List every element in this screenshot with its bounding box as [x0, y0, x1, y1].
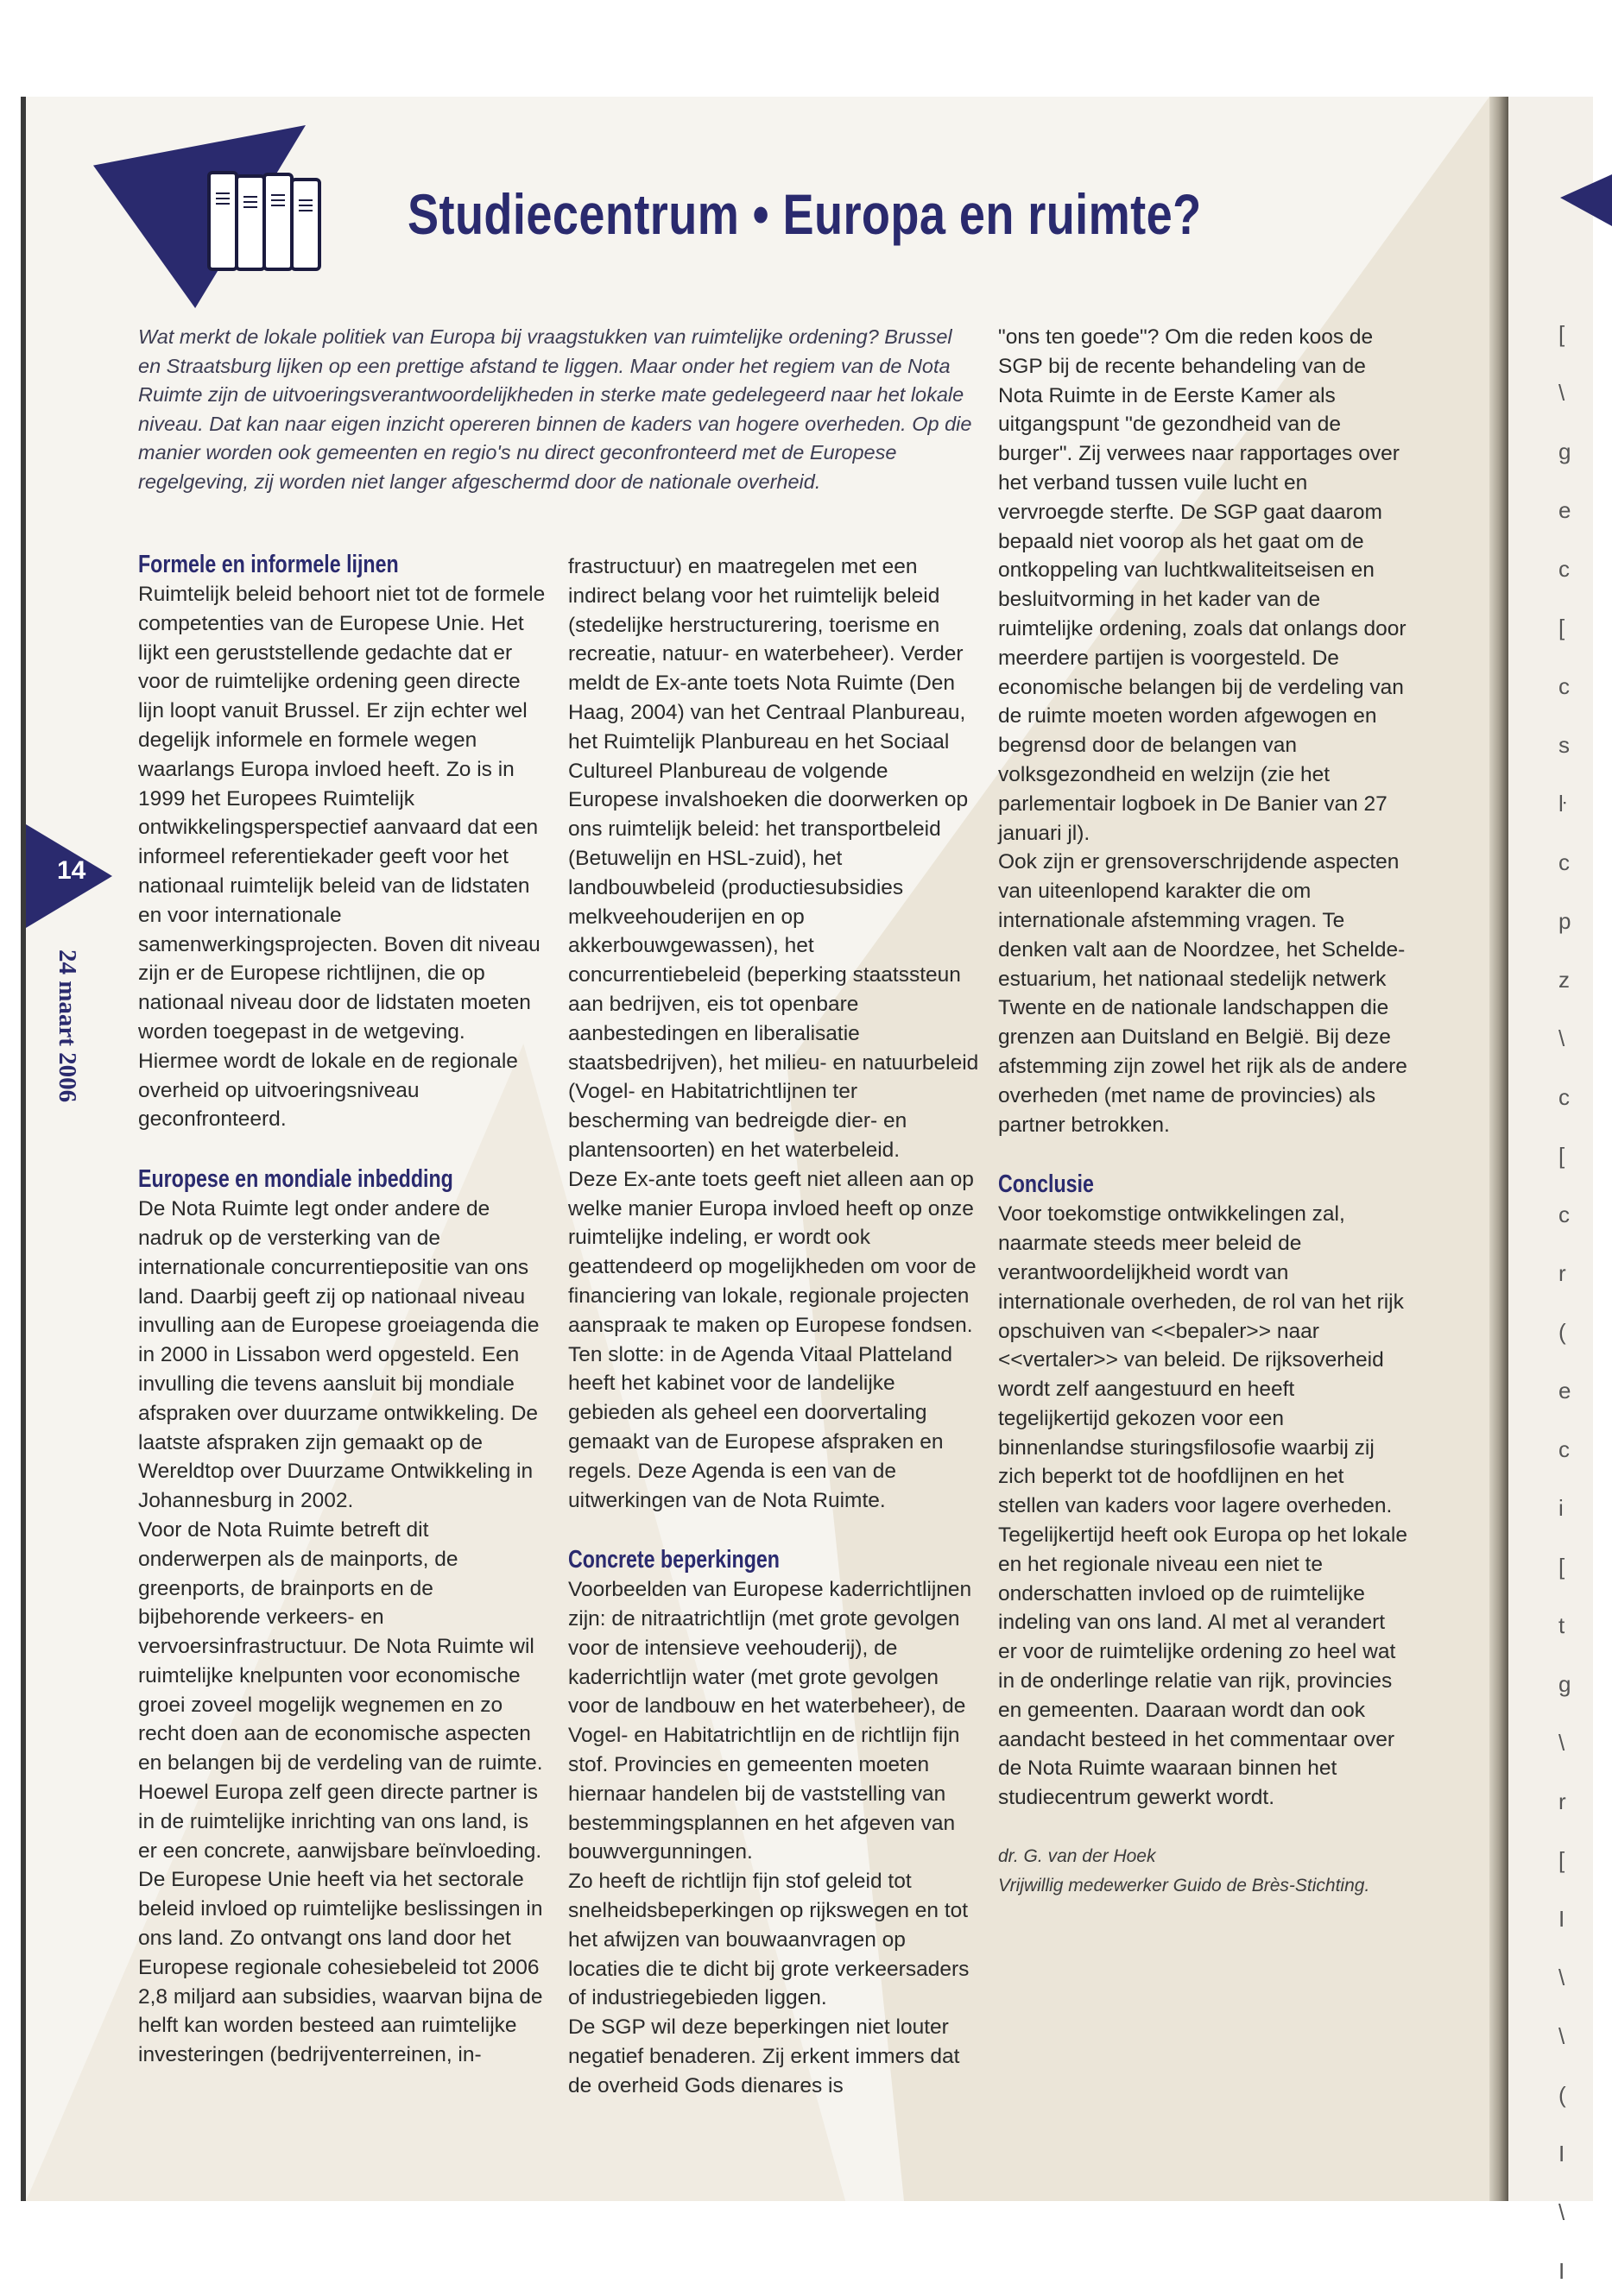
next-page-letter: c — [1558, 1084, 1570, 1110]
intro-paragraph: Wat merkt de lokale politiek van Europa bij vraagstukken van ruimtelijke ordening? Brussel en Straatsburg lijken op een prettige afstand te liggen. Maar onder het regiem van de Nota Ruimte zijn de uitvoeringsverantwoordelijkheden in sterke mate gedelegeerd naar het lokale niveau. Dat kan naar eigen inzicht opereren binnen de kaders van hogere overheden. Op die manier worden ook gemeenten en regio's nu direct geconfronteerd met de Europese regelgeving, zij worden niet langer afgeschermd door de nationale overheid. — [138, 325, 972, 493]
column-3 — [998, 323, 1409, 1901]
next-page-letter: \ — [1558, 380, 1565, 406]
column-2 — [568, 552, 979, 2101]
next-page-letter: [ — [1558, 1554, 1565, 1580]
next-page-letter: I — [1558, 2141, 1565, 2167]
next-page-edge — [1508, 97, 1593, 2284]
paragraph: Ten slotte: in de Agenda Vitaal Platteland heeft het kabinet voor de landelijke gebieden als geheel een doorvertaling gemaakt van de Europese afspraken en regels. Deze Agenda is een van de uitwerkingen van de Nota Ruimte. — [568, 1342, 952, 1512]
column-1 — [138, 549, 549, 2070]
next-page-triangle — [1560, 174, 1612, 226]
next-page-letter: [ — [1558, 321, 1565, 347]
paragraph: Voor toekomstige ontwikkelingen zal, naarmate steeds meer beleid de verantwoordelijkheid wordt van internationale overheden, de rol van het rijk opschuiven van <<bepaler>> naar <<vertaler>> van beleid. De rijksoverheid wordt zelf aangestuurd en heeft tegelijkertijd gekozen voor een binnenlandse sturingsfilosofie waarbij zij zich beperkt tot de hoofdlijnen en het stellen van kaders voor lagere overheden. Tegelijkertijd heeft ook Europa op het lokale en het regionale niveau een niet te onderschatten invloed op de ruimtelijke indeling van ons land. Al met al verandert er voor de ruimtelijke ordening zo heel wat in de onderlinge relatie van rijk, provincies en gemeenten. Daaraan wordt dan ook aandacht besteed in het commentaar over de Nota Ruimte waaraan binnen het studiecentrum gewerkt wordt. — [998, 1202, 1407, 1810]
next-page-letter: ( — [1558, 1319, 1566, 1345]
next-page-letter: e — [1558, 497, 1571, 523]
section-heading: Europese en mondiale inbedding — [138, 1165, 453, 1194]
paragraph: "ons ten goede"? Om die reden koos de SGP bij de recente behandeling van de Nota Ruimte in de Eerste Kamer als uitgangspunt "de gezondheid van de burger". Zij verwees naar rapportages over het verband tussen vuile lucht en vervroegde sterfte. De SGP gaat daarom bepaald niet voorop als het gaat om de ontkoppeling van luchtkwaliteitseisen en besluitvorming in het kader van de ruimtelijke ordening, zoals dat onlangs door meerdere partijen is voorgesteld. De economische belangen bij de verdeling van de ruimte moeten worden afgewogen en begrensd door de belangen van volksgezondheid en welzijn (zie het parlementair logboek in De Banier van 27 januari jl). — [998, 325, 1407, 845]
next-page-letter: c — [1558, 556, 1570, 582]
paragraph: frastructuur) en maatregelen met een indirect belang voor het ruimtelijk beleid (stedelijke herstructurering, toerisme en recreatie, natuur- en waterbeheer). Verder meldt de Ex-ante toets Nota Ruimte (Den Haag, 2004) van het Centraal Planbureau, het Ruimtelijk Planbureau en het Sociaal Cultureel Planbureau de volgende Europese invalshoeken die doorwerken op ons ruimtelijk beleid: het transportbeleid (Betuwelijn en HSL-zuid), het landbouwbeleid (productiesubsidies melkveehouderijen en op akkerbouwgewassen), het concurrentiebeleid (beperking staatssteun aan bedrijven, eis tot openbare aanbestedingen en liberalisatie staatsbedrijven), het milieu- en natuurbeleid (Vogel- en Habitatrichtlijnen ter bescherming van bedreigde dier- en plantensoorten) en het waterbeleid. — [568, 555, 979, 1162]
next-page-letter: c — [1558, 1436, 1570, 1462]
next-page-letter: i — [1558, 1495, 1564, 1521]
paragraph: Ruimtelijk beleid behoort niet tot de formele competenties van de Europese Unie. Het lijkt een geruststellende gedachte dat er voor de ruimtelijke ordening geen directe lijn loopt vanuit Brussel. Er zijn echter wel degelijk informele en formele wegen waarlangs Europa invloed heeft. Zo is in 1999 het Europees Ruimtelijk ontwikkelingsperspectief aanvaard dat een informeel referentiekader geeft voor het nationaal ruimtelijk beleid van de lidstaten en voor internationale samenwerkingsprojecten. Boven dit niveau zijn er de Europese richtlijnen, die op nationaal niveau door de lidstaten moeten worden toegepast in de wetgeving. Hiermee wordt de lokale en de regionale overheid op uitvoeringsniveau geconfronteerd. — [138, 583, 546, 1132]
next-page-letter: I — [1558, 2258, 1565, 2284]
magazine-spine — [1489, 97, 1508, 2201]
page-title: Studiecentrum • Europa en ruimte? — [408, 182, 1202, 246]
next-page-letter: g — [1558, 438, 1571, 464]
paragraph: Voor de Nota Ruimte betreft dit onderwerpen als de mainports, de greenports, de brainports en de bijbehorende verkeers- en vervoersinfrastructuur. De Nota Ruimte wil ruimtelijke knelpunten voor economische groei zoveel mogelijk wegnemen en zo recht doen aan de economische aspecten en belangen bij de verdeling van de ruimte. — [138, 1517, 543, 1776]
next-page-letter: \ — [1558, 1965, 1565, 1990]
next-page-letter: \ — [1558, 2023, 1565, 2049]
author-name: dr. G. van der Hoek — [998, 1846, 1156, 1867]
next-page-letter: s — [1558, 732, 1570, 758]
next-page-letter: t — [1558, 1612, 1565, 1638]
next-page-letter: [ — [1558, 1143, 1565, 1169]
paragraph: Voorbeelden van Europese kaderrichtlijnen zijn: de nitraatrichtlijn (met grote gevolgen voor de intensieve veehouderij), de kaderrichtlijn water (met grote gevolgen voor de landbouw en het waterbeheer), de Vogel- en Habitatrichtlijn en de richtlijn fijn stof. Provincies en gemeenten moeten hiernaar handelen bij de vaststelling van bestemmingsplannen en het afgeven van bouwvergunningen. — [568, 1578, 972, 1864]
section-heading: Conclusie — [998, 1170, 1094, 1199]
paragraph: Zo heeft de richtlijn fijn stof geleid tot snelheidsbeperkingen op rijkswegen en tot het afwijzen van bouwaanvragen op locaties die te dicht bij grote verkeersaders of industriegebieden liggen. — [568, 1870, 970, 2010]
next-page-letter: \ — [1558, 1025, 1565, 1051]
next-page-letter: \ — [1558, 1730, 1565, 1756]
next-page-letter: ŀ — [1558, 791, 1566, 817]
paragraph: Hoewel Europa zelf geen directe partner is in de ruimtelijke inrichting van ons land, is er een concrete, aanwijsbare beïnvloeding. De Europese Unie heeft via het sectorale beleid invloed op ruimtelijke beslissingen in ons land. Zo ontvangt ons land door het Europese regionale cohesiebeleid tot 2006 2,8 miljard aan subsidies, waarvan bijna de helft kan worden besteed aan ruimtelijke investeringen (bedrijventerreinen, in- — [138, 1781, 543, 2067]
paragraph: Deze Ex-ante toets geeft niet alleen aan op welke manier Europa invloed heeft op onze ruimtelijke indeling, er wordt ook geattendeerd op mogelijkheden om voor de financiering van lokale, regionale projecten aanspraak te maken op Europese fondsen. — [568, 1167, 977, 1337]
next-page-letter: ( — [1558, 2082, 1566, 2108]
paragraph: De SGP wil deze beperkingen niet louter negatief benaderen. Zij erkent immers dat de overheid Gods dienares is — [568, 2015, 960, 2097]
next-page-letter: c — [1558, 849, 1570, 875]
next-page-letter: c — [1558, 673, 1570, 699]
next-page-letter: e — [1558, 1378, 1571, 1403]
issue-date: 24 maart 2006 — [54, 949, 81, 1103]
next-page-letter: r — [1558, 1788, 1566, 1814]
books-icon — [200, 164, 338, 285]
next-page-letter: g — [1558, 1671, 1571, 1697]
next-page-letter: I — [1558, 1906, 1565, 1932]
next-page-letter: r — [1558, 1260, 1566, 1286]
section-heading: Concrete beperkingen — [568, 1546, 780, 1574]
next-page-letter: \ — [1558, 2199, 1565, 2225]
next-page-letter: [ — [1558, 1847, 1565, 1873]
section-heading: Formele en informele lijnen — [138, 551, 399, 578]
next-page-letter: [ — [1558, 615, 1565, 640]
next-page-letter: p — [1558, 908, 1571, 934]
next-page-letter: c — [1558, 1202, 1570, 1227]
paragraph: De Nota Ruimte legt onder andere de nadruk op de versterking van de internationale concurrentiepositie van ons land. Daarbij geeft zij op nationaal niveau invulling aan de Europese groeiagenda die in 2000 in Lissabon werd opgesteld. Een invulling die tevens aansluit bij mondiale afspraken over duurzame ontwikkeling. De laatste afspraken zijn gemaakt op de Wereldtop over Duurzame Ontwikkeling in Johannesburg in 2002. — [138, 1197, 540, 1513]
paragraph: Ook zijn er grensoverschrijdende aspecten van uiteenlopend karakter die om internationale afstemming vragen. Te denken valt aan de Noordzee, het Schelde-estuarium, het nationaal stedelijk netwerk Twente en de nationale landschappen die grenzen aan Duitsland en België. Bij deze afstemming zijn zowel het rijk als de andere overheden (met name de provincies) als partner betrokken. — [998, 850, 1407, 1137]
next-page-letter: z — [1558, 967, 1570, 993]
page-number: 14 — [57, 856, 86, 885]
author-affiliation: Vrijwillig medewerker Guido de Brès-Stichting. — [998, 1876, 1370, 1896]
